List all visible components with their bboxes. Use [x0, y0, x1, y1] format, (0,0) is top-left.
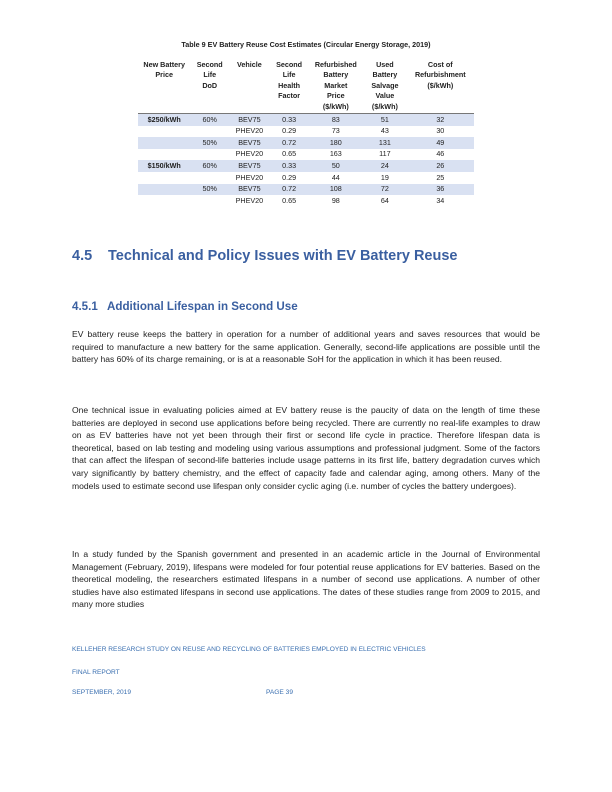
cell-price — [138, 126, 190, 138]
cell-vehicle: BEV75 — [229, 114, 270, 126]
paragraph: EV battery reuse keeps the battery in operation for a number of additional years and saves resources that would be required to manufacture a new battery for the same application. Generally, second-life applications are possible until the battery has 60% of its charge remaining, or is at a reasonable SoH for the application in which it has been reused. — [72, 329, 540, 365]
header-salvage-value: Used Battery Salvage Value ($/kWh) — [363, 60, 406, 114]
cell-price — [138, 195, 190, 207]
cell-factor: 0.72 — [270, 137, 309, 149]
cell-dod: 50% — [190, 137, 229, 149]
paragraph: One technical issue in evaluating policies aimed at EV battery reuse is the paucity of data on the length of time these batteries are deployed in second use applications before being recycled. There are currently no real-life examples to draw on as EV batteries have not yet been through their first or second life cycle in practice. Therefore lifespan data is theoretical, based on lab testing and modeling using various assumptions and professional judgment. Some of the factors that can affect the lifespan of second-life batteries include usage patterns in its first life, battery degradation curves which vary significantly by battery chemistry, and the effect of capacity fade and calendar aging, among others. Many of the models used to estimate second use lifespan only consider cyclic aging (i.e. number of cycles the battery undergoes). — [72, 405, 540, 491]
cell-market: 180 — [308, 137, 363, 149]
cell-vehicle: BEV75 — [229, 137, 270, 149]
footer-study-title: KELLEHER RESEARCH STUDY ON REUSE AND RECYCLING OF BATTERIES EMPLOYED IN ELECTRIC VEHICLES — [72, 646, 426, 653]
subsection-heading — [72, 300, 298, 313]
cell-refurb: 34 — [436, 195, 445, 205]
table-row — [138, 126, 474, 138]
cost-estimates-table — [138, 60, 474, 207]
footer-report-type: FINAL REPORT — [72, 669, 120, 676]
cell-dod: 60% — [190, 160, 229, 172]
cell-dod: 50% — [190, 184, 229, 196]
header-refurbishment-cost: Cost of Refurbishment ($/kWh) — [407, 60, 474, 114]
cell-price: $250/kWh — [138, 114, 190, 126]
header-new-battery-price: New Battery Price — [138, 60, 190, 114]
footer-date: SEPTEMBER, 2019 — [72, 689, 132, 696]
cell-refurb: 36 — [407, 184, 474, 196]
table-caption: Table 9 EV Battery Reuse Cost Estimates (Circular Energy Storage, 2019) — [181, 40, 431, 49]
cell-price: $150/kWh — [138, 160, 190, 172]
cell-dod — [190, 172, 229, 184]
cell-salvage: 131 — [363, 137, 406, 149]
header-health-factor: Second Life Health Factor — [270, 60, 309, 114]
cell-factor: 0.29 — [282, 126, 297, 136]
cell-factor: 0.29 — [282, 172, 297, 182]
cell-vehicle: BEV75 — [229, 184, 270, 196]
subsection-title: Additional Lifespan in Second Use — [107, 300, 298, 313]
table-row — [138, 114, 474, 126]
cell-refurb: 26 — [407, 160, 474, 172]
cell-factor: 0.65 — [282, 195, 297, 205]
cell-market: 108 — [308, 184, 363, 196]
cell-vehicle: PHEV20 — [235, 172, 264, 182]
footer-page-number: PAGE 39 — [266, 689, 293, 696]
subsection-number: 4.5.1 — [72, 300, 98, 313]
cell-price — [138, 137, 190, 149]
cell-refurb: 49 — [407, 137, 474, 149]
table-row — [138, 184, 474, 196]
table-row — [138, 137, 474, 149]
cell-vehicle: PHEV20 — [235, 126, 264, 136]
cell-factor: 0.33 — [270, 160, 309, 172]
cell-vehicle: BEV75 — [229, 160, 270, 172]
cell-factor: 0.33 — [270, 114, 309, 126]
table-row — [138, 172, 474, 184]
cell-dod — [190, 149, 229, 161]
cell-market: 44 — [331, 172, 340, 182]
header-market-price: Refurbished Battery Market Price ($/kWh) — [308, 60, 363, 114]
cell-vehicle: PHEV20 — [235, 149, 264, 159]
cell-market: 163 — [329, 149, 342, 159]
cell-price — [138, 184, 190, 196]
cell-salvage: 117 — [379, 149, 391, 159]
cell-dod — [190, 195, 229, 207]
cell-salvage: 51 — [363, 114, 406, 126]
cell-salvage: 64 — [380, 195, 389, 205]
table-row — [138, 195, 474, 207]
table-row — [138, 149, 474, 161]
section-number: 4.5 — [72, 248, 93, 264]
table-row — [138, 160, 474, 172]
cell-market: 73 — [331, 126, 340, 136]
cell-dod — [190, 126, 229, 138]
header-second-life-dod: Second Life DoD — [190, 60, 229, 114]
cell-refurb: 30 — [436, 126, 445, 136]
cell-factor: 0.72 — [270, 184, 309, 196]
cell-price — [138, 172, 190, 184]
cell-refurb: 25 — [436, 172, 445, 182]
cell-dod: 60% — [190, 114, 229, 126]
cell-market: 98 — [331, 195, 340, 205]
header-vehicle: Vehicle — [229, 60, 270, 114]
cell-market: 50 — [308, 160, 363, 172]
section-title: Technical and Policy Issues with EV Battery Reuse — [108, 248, 458, 264]
cell-factor: 0.65 — [282, 149, 297, 159]
section-heading — [72, 248, 457, 264]
cell-salvage: 24 — [363, 160, 406, 172]
cell-vehicle: PHEV20 — [235, 195, 264, 205]
cell-refurb: 32 — [407, 114, 474, 126]
cell-salvage: 19 — [380, 172, 389, 182]
cell-price — [138, 149, 190, 161]
paragraph: In a study funded by the Spanish government and presented in an academic article in the Journal of Environmental Management (February, 2019), lifespans were modeled for four potential reuse applications for EV batteries. Based on the theoretical modeling, the researchers estimated lifespans in a number of second use applications. A number of other studies have also estimated lifespans in second use applications. The dates of these studies range from 2009 to 2015, and many more studies — [72, 549, 540, 610]
cell-salvage: 72 — [363, 184, 406, 196]
cell-market: 83 — [308, 114, 363, 126]
table-header-row — [138, 60, 474, 114]
cell-salvage: 43 — [380, 126, 389, 136]
cell-refurb: 46 — [436, 149, 445, 159]
